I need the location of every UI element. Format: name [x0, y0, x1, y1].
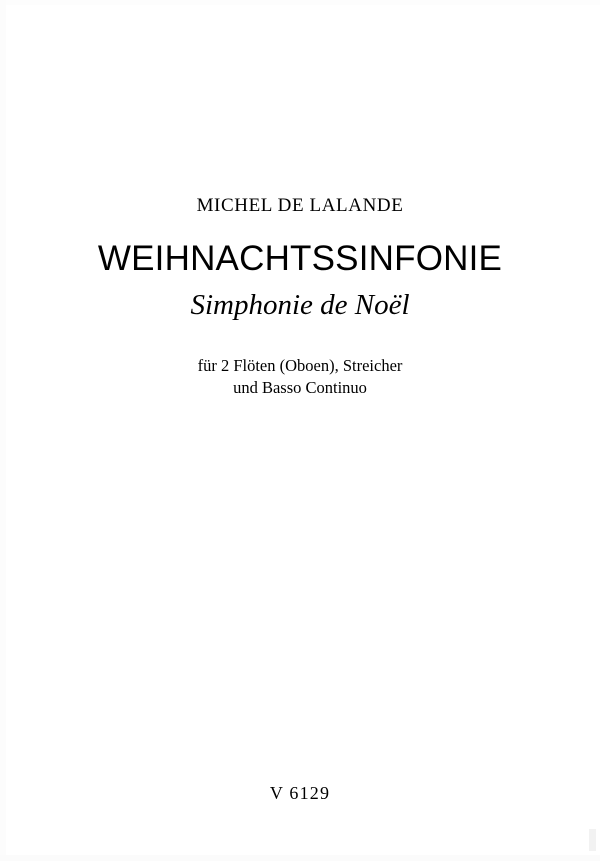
page-subtitle: Simphonie de Noël — [190, 288, 410, 321]
plate-number: V 6129 — [269, 783, 331, 803]
page-corner-mark — [589, 829, 596, 851]
page-title: WEIHNACHTSSINFONIE — [97, 238, 503, 278]
composer-name: MICHEL DE LALANDE — [196, 195, 404, 216]
page-edge-top — [0, 0, 600, 5]
title-block — [0, 196, 600, 399]
scoring-description — [0, 355, 600, 400]
scoring-line-2: und Basso Continuo — [233, 377, 367, 397]
page-edge-left — [0, 0, 6, 861]
page-edge-bottom — [0, 855, 600, 861]
scoring-line-1: für 2 Flöten (Oboen), Streicher — [197, 355, 403, 375]
